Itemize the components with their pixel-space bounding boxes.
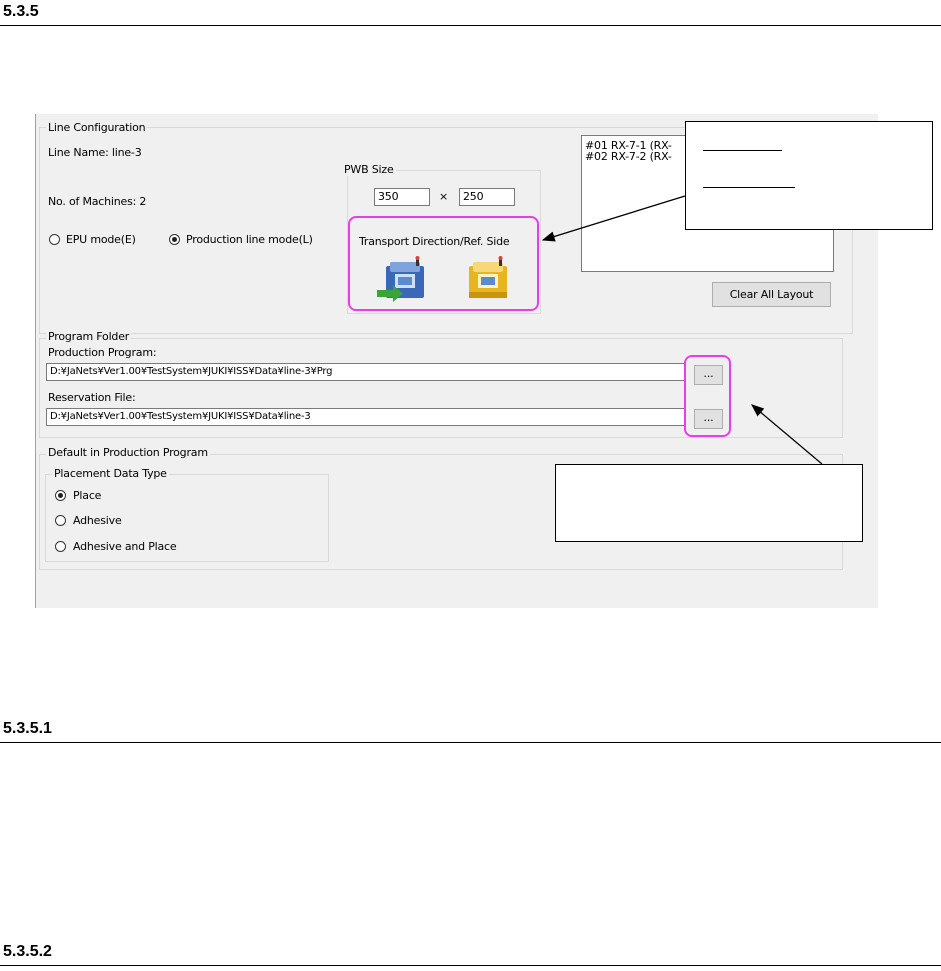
- pwb-size-label: PWB Size: [344, 163, 394, 176]
- default-production-program-label: Default in Production Program: [48, 446, 208, 459]
- line-configuration-label: Line Configuration: [48, 121, 146, 134]
- machine-list-item[interactable]: #02 RX-7-2 (RX-: [585, 150, 672, 163]
- section-heading-5-3-5-2: 5.3.5.2: [3, 943, 52, 960]
- transport-direction-label: Transport Direction/Ref. Side: [359, 235, 510, 248]
- pwb-height-field[interactable]: 250: [459, 188, 515, 206]
- place-option-label[interactable]: Place: [73, 489, 102, 502]
- production-line-mode-label[interactable]: Production line mode(L): [186, 233, 313, 246]
- reservation-file-path[interactable]: D:¥JaNets¥Ver1.00¥TestSystem¥JUKI¥ISS¥Data¥line-3: [46, 408, 686, 426]
- arrow-to-browse: [752, 405, 822, 464]
- production-program-path[interactable]: D:¥JaNets¥Ver1.00¥TestSystem¥JUKI¥ISS¥Data¥line-3¥Prg: [46, 363, 686, 381]
- section-heading-5-3-5-1: 5.3.5.1: [3, 720, 52, 737]
- clear-all-layout-button[interactable]: Clear All Layout: [712, 282, 831, 307]
- pwb-times-sign: ×: [439, 190, 449, 203]
- placement-data-type-label: Placement Data Type: [54, 467, 167, 480]
- adhesive-and-place-option-label[interactable]: Adhesive and Place: [73, 540, 177, 553]
- program-folder-label: Program Folder: [48, 330, 130, 343]
- line-name-text: Line Name: line-3: [48, 146, 142, 159]
- reservation-file-browse-button[interactable]: ...: [694, 409, 723, 429]
- production-program-browse-button[interactable]: ...: [694, 365, 723, 385]
- machine-list-item[interactable]: #01 RX-7-1 (RX-: [585, 139, 672, 152]
- section-heading-5-3-5: 5.3.5: [3, 3, 39, 20]
- production-program-label: Production Program:: [48, 346, 157, 359]
- reservation-file-label: Reservation File:: [48, 391, 136, 404]
- adhesive-option-label[interactable]: Adhesive: [73, 514, 122, 527]
- pwb-width-field[interactable]: 350: [374, 188, 430, 206]
- machine-count-text: No. of Machines: 2: [48, 195, 147, 208]
- epu-mode-label[interactable]: EPU mode(E): [66, 233, 136, 246]
- arrow-to-transport: [543, 196, 685, 240]
